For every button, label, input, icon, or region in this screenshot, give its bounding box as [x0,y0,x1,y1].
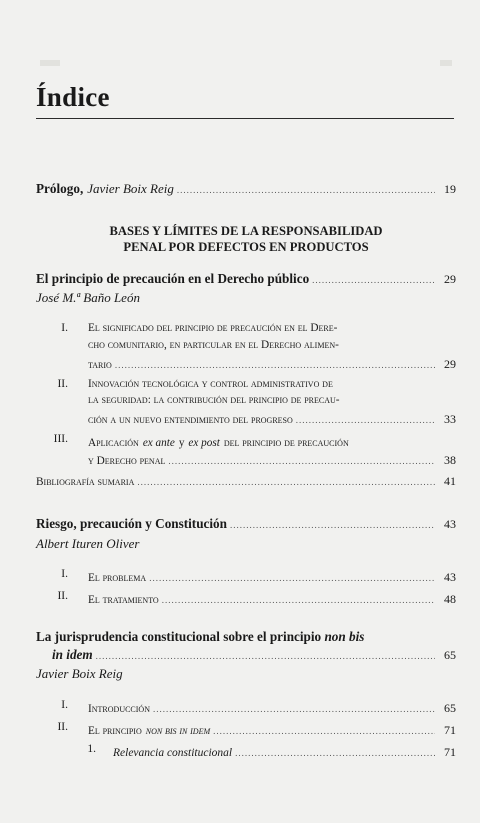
item-text: tario [88,359,112,371]
item-text: El problema [88,572,147,584]
toc-entry-ch2-item1[interactable] [88,568,456,586]
dot-leader [153,699,435,717]
section-heading-line1: BASES Y LÍMITES DE LA RESPONSABILIDAD [109,224,383,238]
toc-entry-chapter2[interactable] [36,515,456,533]
toc-entry-ch3-sub1[interactable] [113,743,456,761]
item-text-italic: non bis in idem [145,725,211,737]
dot-leader [177,180,435,198]
page-number: 65 [444,648,456,662]
sub-item-number: 1. [87,743,96,755]
item-number: II. [57,590,68,602]
item-number: II. [57,721,68,733]
toc-entry-chapter1[interactable] [36,270,456,288]
page-title: Índice [36,82,110,112]
chapter3-title [36,629,364,645]
item-text [88,433,349,451]
section-heading-line2: PENAL POR DEFECTOS EN PRODUCTOS [123,240,369,254]
item-text: y Derecho penal [88,455,166,467]
dot-leader [149,568,435,586]
toc-entry-ch3-item1[interactable] [88,699,456,717]
item-text: El significado del principio de precaución en el Dere- [88,322,338,334]
item-text-italic: ex ante [142,437,175,449]
item-text-part: y [178,437,185,449]
item-text: la seguridad: la contribución del principio de precau- [88,394,340,406]
page-number: 19 [444,182,456,196]
bleed-mark [40,60,60,66]
section-heading [36,223,456,255]
dot-leader [213,721,435,739]
dot-leader [137,472,435,490]
chapter2-title: Riesgo, precaución y Constitución [36,516,227,531]
dot-leader [230,515,435,533]
dot-leader [168,451,435,469]
chapter3-title-line2: in idem [52,647,93,662]
dot-leader [115,355,435,373]
item-text-part: del principio de precaución [223,437,349,449]
page-number: 41 [444,474,456,488]
item-text: Introducción [88,703,150,715]
page-number: 29 [444,357,456,371]
chapter3-title-text: La jurisprudencia constitucional sobre el principio [36,629,322,644]
item-text: cho comunitario, en particular en el Derecho alimen- [88,339,339,351]
item-text: Relevancia constitucional [113,747,233,759]
toc-entry-ch1-item2[interactable] [88,410,456,428]
page-number: 65 [444,701,456,715]
toc-entry-chapter3[interactable] [52,646,456,664]
item-text: El tratamiento [88,594,159,606]
chapter3-author: Javier Boix Reig [36,666,123,681]
toc-entry-ch1-item3[interactable] [88,451,456,469]
toc-entry-ch3-item2[interactable] [88,721,456,739]
page-number: 29 [444,272,456,286]
page-number: 71 [444,745,456,759]
page-number: 48 [444,592,456,606]
toc-entry-ch1-item1[interactable] [88,355,456,373]
prologo-author: Javier Boix Reig [87,181,174,196]
item-text: El principio [88,725,142,737]
toc-entry-prologo[interactable] [36,180,456,198]
page-number: 43 [444,570,456,584]
dot-leader [162,590,435,608]
title-rule [36,118,454,119]
item-text: Innovación tecnológica y control administrativo de [88,378,333,390]
dot-leader [296,410,435,428]
bibliografia-label: Bibliografía sumaria [36,476,135,488]
page-number: 43 [444,517,456,531]
item-number: I. [61,568,68,580]
chapter1-author: José M.ª Baño León [36,290,140,305]
item-number: I. [61,699,68,711]
item-number: I. [61,322,68,334]
chapter3-title-italic: non bis [324,629,365,644]
prologo-label: Prólogo, [36,181,84,196]
item-text-italic: ex post [188,437,220,449]
page-number: 71 [444,723,456,737]
page-number: 33 [444,412,456,426]
item-text: ción a un nuevo entendimiento del progreso [88,414,293,426]
dot-leader [312,270,435,288]
item-number: III. [53,433,68,445]
toc-entry-ch2-item2[interactable] [88,590,456,608]
chapter2-author: Albert Ituren Oliver [36,536,140,551]
item-text-part: Aplicación [88,437,139,449]
dot-leader [96,646,435,664]
page-number: 38 [444,453,456,467]
item-number: II. [57,378,68,390]
toc-entry-bibliografia[interactable] [36,472,456,490]
dot-leader [235,743,435,761]
chapter1-title: El principio de precaución en el Derecho público [36,271,310,286]
bleed-mark [440,60,452,66]
